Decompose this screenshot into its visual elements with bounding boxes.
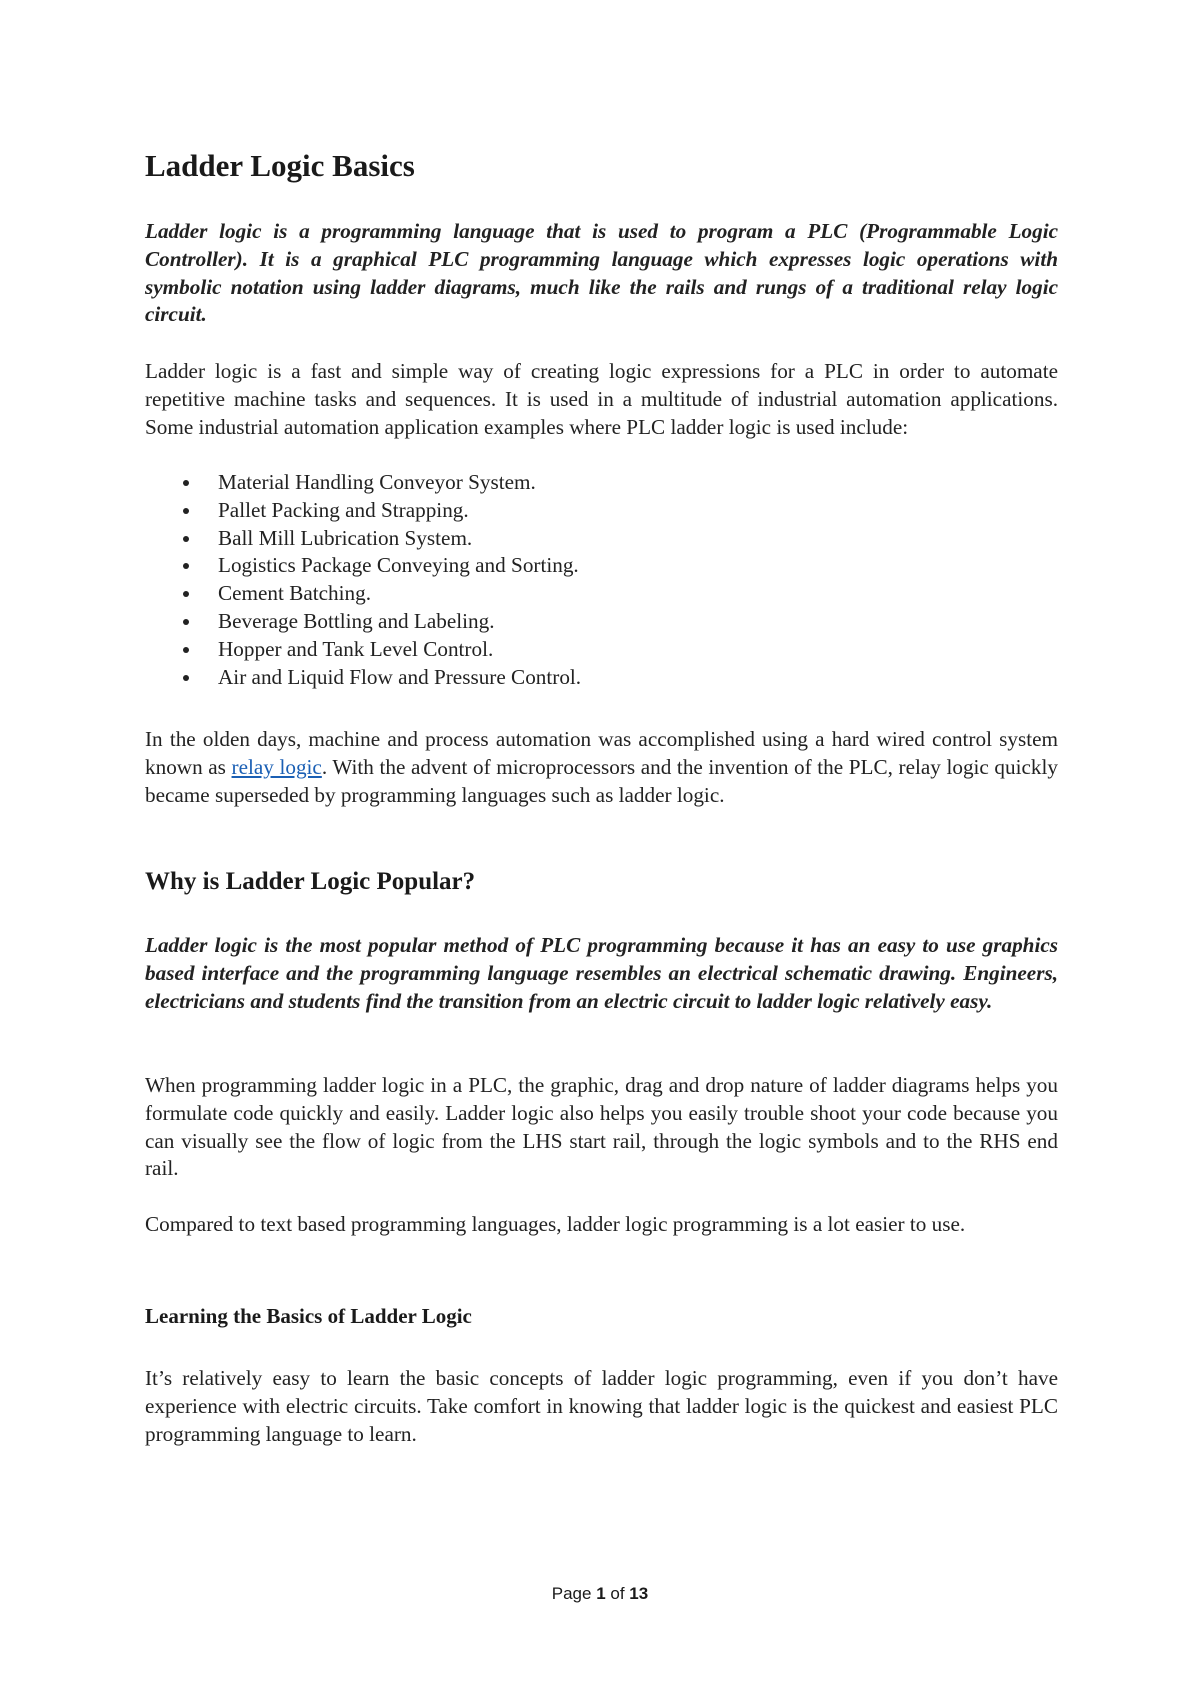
popular-emphasis-paragraph: Ladder logic is the most popular method of PLC programming because it has an easy to use graphics based interface and the programming language resembles an electrical schematic drawing. Engineers, electricians and students find the transition from an electric circuit to ladder logic relatively easy. xyxy=(145,933,1058,1013)
relay-logic-link[interactable]: relay logic xyxy=(231,754,322,779)
list-item: Air and Liquid Flow and Pressure Control. xyxy=(145,664,1058,692)
history-paragraph: In the olden days, machine and process automation was accomplished using a hard wired control system known as relay logic. With the advent of microprocessors and the invention of the PLC, relay logic quickly became superseded by programming languages such as ladder logic. xyxy=(145,727,1058,807)
bullet-icon xyxy=(183,647,189,653)
document-page xyxy=(145,0,1058,1696)
list-item: Beverage Bottling and Labeling. xyxy=(145,608,1058,636)
intro-emphasis-paragraph: Ladder logic is a programming language that is used to program a PLC (Programmable Logic Controller). It is a graphical PLC programming language which expresses logic operations with symbolic notation using ladder diagrams, much like the rails and rungs of a traditional relay logic circuit. xyxy=(145,219,1058,327)
list-item: Pallet Packing and Strapping. xyxy=(145,497,1058,525)
bullet-icon xyxy=(183,508,189,514)
bullet-icon xyxy=(183,591,189,597)
page-title: Ladder Logic Basics xyxy=(145,148,415,183)
list-item: Material Handling Conveyor System. xyxy=(145,469,1058,497)
bullet-icon xyxy=(183,619,189,625)
total-page-count: 13 xyxy=(629,1584,649,1603)
section-heading-learning: Learning the Basics of Ladder Logic xyxy=(145,1304,472,1328)
bullet-icon xyxy=(183,563,189,569)
list-item: Logistics Package Conveying and Sorting. xyxy=(145,552,1058,580)
list-item: Cement Batching. xyxy=(145,580,1058,608)
current-page-number: 1 xyxy=(596,1584,606,1603)
learning-paragraph: It’s relatively easy to learn the basic concepts of ladder logic programming, even if you don’t have experience with electric circuits. Take comfort in knowing that ladder logic is the quickest and easiest PLC programming language to learn. xyxy=(145,1366,1058,1446)
comparison-paragraph: Compared to text based programming languages, ladder logic programming is a lot easier to use. xyxy=(145,1212,966,1236)
applications-list xyxy=(145,469,1058,691)
benefits-paragraph: When programming ladder logic in a PLC, the graphic, drag and drop nature of ladder diagrams helps you formulate code quickly and easily. Ladder logic also helps you easily trouble shoot your code because you can visually see the flow of logic from the LHS start rail, through the logic symbols and to the RHS end rail. xyxy=(145,1073,1058,1181)
bullet-icon xyxy=(183,480,189,486)
list-item: Hopper and Tank Level Control. xyxy=(145,636,1058,664)
bullet-icon xyxy=(183,536,189,542)
page-footer: Page 1 of 13 xyxy=(551,1584,649,1603)
section-heading-popular: Why is Ladder Logic Popular? xyxy=(145,868,476,895)
list-item: Ball Mill Lubrication System. xyxy=(145,525,1058,553)
applications-intro-paragraph: Ladder logic is a fast and simple way of creating logic expressions for a PLC in order to automate repetitive machine tasks and sequences. It is used in a multitude of industrial automation applications. Some industrial automation application examples where PLC ladder logic is used include: xyxy=(145,359,1058,439)
bullet-icon xyxy=(183,675,189,681)
